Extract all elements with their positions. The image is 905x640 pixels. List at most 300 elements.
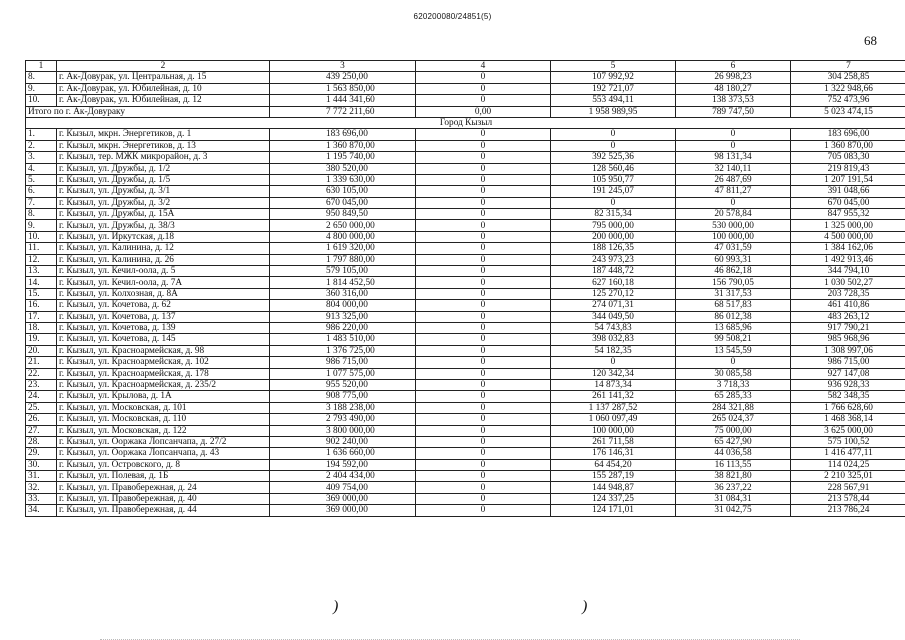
table-cell: 380 520,00: [270, 163, 416, 174]
table-cell: 0: [416, 277, 551, 288]
table-cell: 8.: [26, 209, 57, 220]
table-cell: 0: [416, 83, 551, 94]
table-cell: г. Кызыл, мкрн. Энергетиков, д. 13: [57, 140, 270, 151]
table-cell: 0: [416, 391, 551, 402]
table-cell: 0: [416, 72, 551, 83]
table-cell: 627 160,18: [551, 277, 676, 288]
table-cell: 82 315,34: [551, 209, 676, 220]
table-cell: г. Кызыл, ул. Калинина, д. 26: [57, 254, 270, 265]
table-cell: 1 766 628,60: [791, 402, 905, 413]
table-cell: 3.: [26, 152, 57, 163]
table-cell: 1 077 575,00: [270, 368, 416, 379]
header-row: [26, 61, 905, 72]
table-cell: 124 337,25: [551, 493, 676, 504]
total-cell: 789 747,50: [676, 106, 791, 117]
section-row: [26, 117, 905, 128]
table-cell: 4 800 000,00: [270, 231, 416, 242]
table-cell: 344 794,10: [791, 266, 905, 277]
table-cell: 847 955,32: [791, 209, 905, 220]
table-cell: 15.: [26, 288, 57, 299]
total-cell: 5 023 474,15: [791, 106, 905, 117]
table-cell: 986 715,00: [270, 357, 416, 368]
table-cell: 6.: [26, 186, 57, 197]
table-cell: 0: [416, 220, 551, 231]
table-cell: 913 325,00: [270, 311, 416, 322]
table-cell: 13 545,59: [676, 345, 791, 356]
table-cell: 138 373,53: [676, 95, 791, 106]
table-cell: 0: [416, 231, 551, 242]
table-cell: 120 342,34: [551, 368, 676, 379]
table-cell: 14 873,34: [551, 379, 676, 390]
table-cell: 124 171,01: [551, 505, 676, 516]
table-cell: 32 140,11: [676, 163, 791, 174]
table-cell: 107 992,92: [551, 72, 676, 83]
table-cell: 10.: [26, 95, 57, 106]
table-cell: г. Кызыл, ул. Кечил-оола, д. 5: [57, 266, 270, 277]
table-cell: г. Кызыл, ул. Кочетова, д. 137: [57, 311, 270, 322]
table-cell: 2 404 434,00: [270, 471, 416, 482]
table-cell: 155 287,19: [551, 471, 676, 482]
table-row: [26, 505, 905, 516]
table-cell: 144 948,87: [551, 482, 676, 493]
table-cell: 0: [416, 129, 551, 140]
data-table: [25, 60, 905, 517]
table-cell: 219 819,43: [791, 163, 905, 174]
table-cell: 13 685,96: [676, 322, 791, 333]
table-cell: 0: [416, 266, 551, 277]
table-cell: 0: [416, 368, 551, 379]
table-row: [26, 345, 905, 356]
table-cell: 0: [416, 243, 551, 254]
table-cell: 0: [416, 334, 551, 345]
table-cell: 105 950,77: [551, 174, 676, 185]
table-cell: г. Кызыл, ул. Полевая, д. 1Б: [57, 471, 270, 482]
table-cell: г. Кызыл, ул. Дружбы, д. 38/3: [57, 220, 270, 231]
table-cell: 1 376 725,00: [270, 345, 416, 356]
table-cell: 31 042,75: [676, 505, 791, 516]
table-cell: 986 220,00: [270, 322, 416, 333]
table-cell: 183 696,00: [270, 129, 416, 140]
table-row: [26, 414, 905, 425]
table-cell: 261 141,32: [551, 391, 676, 402]
table-cell: г. Кызыл, ул. Кочетова, д. 139: [57, 322, 270, 333]
table-cell: 32.: [26, 482, 57, 493]
table-cell: г. Кызыл, ул. Правобережная, д. 44: [57, 505, 270, 516]
header-cell: 3: [270, 61, 416, 72]
table-cell: 20.: [26, 345, 57, 356]
table-cell: 1 207 191,54: [791, 174, 905, 185]
table-cell: г. Кызыл, ул. Красноармейская, д. 98: [57, 345, 270, 356]
table-cell: 2 210 325,01: [791, 471, 905, 482]
table-cell: 29.: [26, 448, 57, 459]
table-cell: 54 182,35: [551, 345, 676, 356]
table-row: [26, 186, 905, 197]
table-cell: 0: [416, 471, 551, 482]
table-cell: г. Кызыл, ул. Кочетова, д. 145: [57, 334, 270, 345]
table-cell: 1 468 368,14: [791, 414, 905, 425]
header-cell: 2: [57, 61, 270, 72]
total-cell: 7 772 211,60: [270, 106, 416, 117]
table-cell: г. Кызыл, ул. Ооржака Лопсанчапа, д. 43: [57, 448, 270, 459]
table-cell: г. Кызыл, ул. Колхозная, д. 8А: [57, 288, 270, 299]
table-cell: 0: [416, 505, 551, 516]
table-cell: 1 384 162,06: [791, 243, 905, 254]
table-cell: 2 650 000,00: [270, 220, 416, 231]
table-row: [26, 288, 905, 299]
table-cell: 86 012,38: [676, 311, 791, 322]
table-cell: 0: [416, 311, 551, 322]
table-cell: 902 240,00: [270, 436, 416, 447]
table-cell: г. Кызыл, ул. Правобережная, д. 24: [57, 482, 270, 493]
table-cell: г. Кызыл, ул. Красноармейская, д. 178: [57, 368, 270, 379]
table-cell: 176 146,31: [551, 448, 676, 459]
table-cell: 1 360 870,00: [270, 140, 416, 151]
table-cell: г. Кызыл, ул. Дружбы, д. 15А: [57, 209, 270, 220]
table-cell: 1 060 097,49: [551, 414, 676, 425]
table-row: [26, 368, 905, 379]
table-cell: 0: [416, 197, 551, 208]
table-cell: 0: [416, 357, 551, 368]
table-cell: 0: [416, 163, 551, 174]
table-cell: 461 410,86: [791, 300, 905, 311]
table-cell: 575 100,52: [791, 436, 905, 447]
table-cell: 128 560,46: [551, 163, 676, 174]
table-cell: 369 000,00: [270, 493, 416, 504]
table-cell: 1 308 997,06: [791, 345, 905, 356]
table-cell: 100 000,00: [551, 425, 676, 436]
table-cell: 2.: [26, 140, 57, 151]
table-cell: 26 487,69: [676, 174, 791, 185]
table-cell: 31 084,31: [676, 493, 791, 504]
table-cell: 27.: [26, 425, 57, 436]
table-cell: 0: [551, 197, 676, 208]
table-cell: 16.: [26, 300, 57, 311]
document-id: 620200080/24851(5): [413, 12, 492, 21]
table-cell: 33.: [26, 493, 57, 504]
table-cell: 344 049,50: [551, 311, 676, 322]
table-cell: 530 000,00: [676, 220, 791, 231]
table-row: [26, 471, 905, 482]
table-cell: 60 993,31: [676, 254, 791, 265]
table-cell: 64 454,20: [551, 459, 676, 470]
table-cell: г. Кызыл, ул. Красноармейская, д. 102: [57, 357, 270, 368]
table-cell: 391 048,66: [791, 186, 905, 197]
table-cell: г. Кызыл, ул. Дружбы, д. 1/2: [57, 163, 270, 174]
header-cell: 6: [676, 61, 791, 72]
table-cell: 0: [416, 414, 551, 425]
table-cell: 31 317,53: [676, 288, 791, 299]
table-cell: 0: [416, 379, 551, 390]
table-cell: 1 325 000,00: [791, 220, 905, 231]
table-cell: 908 775,00: [270, 391, 416, 402]
table-cell: 369 000,00: [270, 505, 416, 516]
table-row: [26, 379, 905, 390]
total-label: Итого по г. Ак-Довураку: [26, 106, 270, 117]
table-cell: 0: [676, 140, 791, 151]
table-cell: 1.: [26, 129, 57, 140]
table-cell: 0: [416, 300, 551, 311]
table-cell: 1 619 320,00: [270, 243, 416, 254]
table-cell: г. Кызыл, ул. Крылова, д. 1А: [57, 391, 270, 402]
table-cell: 3 800 000,00: [270, 425, 416, 436]
table-cell: г. Кызыл, ул. Дружбы, д. 1/5: [57, 174, 270, 185]
table-cell: 927 147,08: [791, 368, 905, 379]
table-row: [26, 402, 905, 413]
table-cell: г. Кызыл, ул. Правобережная, д. 40: [57, 493, 270, 504]
table-cell: 630 105,00: [270, 186, 416, 197]
table-row: [26, 72, 905, 83]
table-row: [26, 197, 905, 208]
table-cell: г. Кызыл, ул. Дружбы, д. 3/2: [57, 197, 270, 208]
table-cell: 670 045,00: [791, 197, 905, 208]
table-cell: 3 718,33: [676, 379, 791, 390]
table-cell: 1 814 452,50: [270, 277, 416, 288]
table-cell: г. Кызыл, ул. Московская, д. 122: [57, 425, 270, 436]
page-number: 68: [864, 33, 877, 48]
table-cell: 68 517,83: [676, 300, 791, 311]
total-row: [26, 106, 905, 117]
table-cell: 1 360 870,00: [791, 140, 905, 151]
table-cell: 0: [416, 186, 551, 197]
table-cell: 0: [416, 209, 551, 220]
table-cell: 44 036,58: [676, 448, 791, 459]
table-cell: 22.: [26, 368, 57, 379]
table-cell: 0: [676, 129, 791, 140]
table-cell: 18.: [26, 322, 57, 333]
table-cell: 31.: [26, 471, 57, 482]
table-cell: 0: [416, 345, 551, 356]
table-row: [26, 334, 905, 345]
table-cell: г. Ак-Довурак, ул. Центральная, д. 15: [57, 72, 270, 83]
table-cell: 9.: [26, 220, 57, 231]
table-row: [26, 357, 905, 368]
table-cell: 11.: [26, 243, 57, 254]
table-cell: 38 821,80: [676, 471, 791, 482]
table-cell: 670 045,00: [270, 197, 416, 208]
table-cell: 243 973,23: [551, 254, 676, 265]
table-cell: 795 000,00: [551, 220, 676, 231]
table-cell: 705 083,30: [791, 152, 905, 163]
table-row: [26, 174, 905, 185]
table-row: [26, 425, 905, 436]
table-cell: 0: [416, 448, 551, 459]
table-cell: 0: [551, 129, 676, 140]
table-cell: 439 250,00: [270, 72, 416, 83]
table-cell: 579 105,00: [270, 266, 416, 277]
table-cell: 98 131,34: [676, 152, 791, 163]
table-cell: 16 113,55: [676, 459, 791, 470]
table-cell: 483 263,12: [791, 311, 905, 322]
table-cell: 0: [676, 357, 791, 368]
table-cell: 100 000,00: [676, 231, 791, 242]
table-cell: 409 754,00: [270, 482, 416, 493]
table-cell: 26.: [26, 414, 57, 425]
table-cell: 0: [416, 322, 551, 333]
table-cell: 99 508,21: [676, 334, 791, 345]
table-cell: 19.: [26, 334, 57, 345]
table-cell: 985 968,96: [791, 334, 905, 345]
table-row: [26, 220, 905, 231]
table-cell: г. Кызыл, ул. Московская, д. 101: [57, 402, 270, 413]
table-cell: 360 316,00: [270, 288, 416, 299]
table-cell: 752 473,96: [791, 95, 905, 106]
table-row: [26, 459, 905, 470]
table-cell: 1 195 740,00: [270, 152, 416, 163]
table-cell: 192 721,07: [551, 83, 676, 94]
handwritten-mark: ): [333, 598, 339, 615]
table-cell: 0: [416, 288, 551, 299]
table-cell: 4 500 000,00: [791, 231, 905, 242]
table-cell: 1 797 880,00: [270, 254, 416, 265]
table-cell: 0: [416, 493, 551, 504]
table-cell: 30.: [26, 459, 57, 470]
table-cell: 54 743,83: [551, 322, 676, 333]
table-cell: 0: [416, 436, 551, 447]
table-cell: 47 811,27: [676, 186, 791, 197]
table-cell: 261 711,58: [551, 436, 676, 447]
table-cell: 3 188 238,00: [270, 402, 416, 413]
table-cell: 24.: [26, 391, 57, 402]
table-cell: 14.: [26, 277, 57, 288]
table-cell: г. Кызыл, ул. Кечил-оола, д. 7А: [57, 277, 270, 288]
table-row: [26, 129, 905, 140]
total-cell: 0,00: [416, 106, 551, 117]
table-cell: 34.: [26, 505, 57, 516]
table-cell: 65 427,90: [676, 436, 791, 447]
table-cell: 304 258,85: [791, 72, 905, 83]
table-cell: 194 592,00: [270, 459, 416, 470]
table-cell: 0: [416, 482, 551, 493]
table-cell: 1 444 341,60: [270, 95, 416, 106]
table-cell: 0: [416, 402, 551, 413]
table-cell: 200 000,00: [551, 231, 676, 242]
table-cell: 0: [676, 197, 791, 208]
table-row: [26, 243, 905, 254]
table-cell: 228 567,91: [791, 482, 905, 493]
table-cell: 213 786,24: [791, 505, 905, 516]
table-row: [26, 482, 905, 493]
table-cell: 1 563 850,00: [270, 83, 416, 94]
table-cell: 1 339 630,00: [270, 174, 416, 185]
table-cell: 1 483 510,00: [270, 334, 416, 345]
table-cell: 46 862,18: [676, 266, 791, 277]
table-cell: 398 032,83: [551, 334, 676, 345]
table-cell: г. Ак-Довурак, ул. Юбилейная, д. 12: [57, 95, 270, 106]
table-row: [26, 231, 905, 242]
table-row: [26, 391, 905, 402]
table-cell: 284 321,88: [676, 402, 791, 413]
table-cell: 26 998,23: [676, 72, 791, 83]
table-cell: 0: [416, 152, 551, 163]
table-cell: 1 322 948,66: [791, 83, 905, 94]
table-cell: 0: [551, 357, 676, 368]
table-cell: 156 790,05: [676, 277, 791, 288]
header-cell: 7: [791, 61, 905, 72]
table-cell: г. Кызыл, ул. Кочетова, д. 62: [57, 300, 270, 311]
table-cell: 0: [416, 459, 551, 470]
total-cell: 1 958 989,95: [551, 106, 676, 117]
table-cell: 12.: [26, 254, 57, 265]
table-cell: 187 448,72: [551, 266, 676, 277]
table-cell: 0: [416, 425, 551, 436]
table-row: [26, 311, 905, 322]
table-cell: 0: [416, 95, 551, 106]
table-cell: г. Кызыл, ул. Дружбы, д. 3/1: [57, 186, 270, 197]
table-cell: 114 024,25: [791, 459, 905, 470]
table-cell: 8.: [26, 72, 57, 83]
header-cell: 5: [551, 61, 676, 72]
table-cell: 30 085,58: [676, 368, 791, 379]
table-cell: г. Кызыл, мкрн. Энергетиков, д. 1: [57, 129, 270, 140]
table-row: [26, 254, 905, 265]
header-cell: 1: [26, 61, 57, 72]
table-cell: 4.: [26, 163, 57, 174]
table-cell: 1 030 502,27: [791, 277, 905, 288]
table-cell: 582 348,35: [791, 391, 905, 402]
table-row: [26, 140, 905, 151]
handwritten-mark: ): [582, 598, 588, 615]
table-cell: 125 270,12: [551, 288, 676, 299]
table-row: [26, 448, 905, 459]
table-row: [26, 95, 905, 106]
table-cell: 7.: [26, 197, 57, 208]
table-cell: г. Кызыл, ул. Ооржака Лопсанчапа, д. 27/2: [57, 436, 270, 447]
table-cell: 0: [416, 140, 551, 151]
table-cell: 0: [416, 254, 551, 265]
table-row: [26, 436, 905, 447]
table-cell: г. Кызыл, ул. Островского, д. 8: [57, 459, 270, 470]
table-cell: 936 928,33: [791, 379, 905, 390]
table-cell: 25.: [26, 402, 57, 413]
table-cell: 392 525,36: [551, 152, 676, 163]
table-cell: г. Ак-Довурак, ул. Юбилейная, д. 10: [57, 83, 270, 94]
table-row: [26, 493, 905, 504]
table-row: [26, 322, 905, 333]
table-cell: 2 793 490,00: [270, 414, 416, 425]
table-cell: 75 000,00: [676, 425, 791, 436]
table-cell: 65 285,33: [676, 391, 791, 402]
table-cell: 23.: [26, 379, 57, 390]
section-title: Город Кызыл: [26, 117, 905, 128]
table-cell: 203 728,35: [791, 288, 905, 299]
table-cell: 9.: [26, 83, 57, 94]
table-cell: 1 416 477,11: [791, 448, 905, 459]
table-cell: 10.: [26, 231, 57, 242]
table-row: [26, 277, 905, 288]
table-cell: 188 126,35: [551, 243, 676, 254]
table-row: [26, 209, 905, 220]
table-cell: 0: [416, 174, 551, 185]
table-row: [26, 152, 905, 163]
table-cell: 21.: [26, 357, 57, 368]
table-row: [26, 163, 905, 174]
table-cell: 191 245,07: [551, 186, 676, 197]
table-row: [26, 266, 905, 277]
table-cell: 917 790,21: [791, 322, 905, 333]
table-cell: 183 696,00: [791, 129, 905, 140]
table-cell: 1 137 287,52: [551, 402, 676, 413]
table-cell: 20 578,84: [676, 209, 791, 220]
table-cell: 3 625 000,00: [791, 425, 905, 436]
table-cell: 804 000,00: [270, 300, 416, 311]
table-cell: 0: [551, 140, 676, 151]
table-cell: 1 636 660,00: [270, 448, 416, 459]
table-cell: 28.: [26, 436, 57, 447]
table-cell: г. Кызыл, ул. Калинина, д. 12: [57, 243, 270, 254]
table-cell: 274 071,31: [551, 300, 676, 311]
table-cell: г. Кызыл, ул. Иркутская, д.18: [57, 231, 270, 242]
table-row: [26, 300, 905, 311]
